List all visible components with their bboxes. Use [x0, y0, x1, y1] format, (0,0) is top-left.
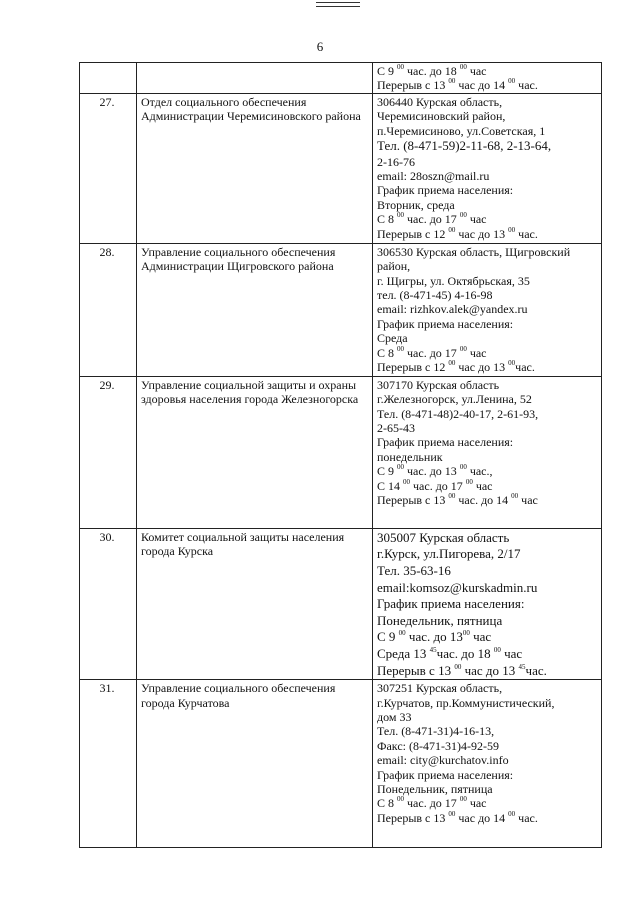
- row-number: 27.: [80, 93, 137, 243]
- info-line: [377, 124, 598, 138]
- info-text: Перерыв с 12: [377, 226, 449, 241]
- info-text: С 8: [377, 796, 398, 811]
- info-text: Среда 13: [377, 645, 430, 661]
- info-line: [377, 346, 598, 360]
- organization-name: [137, 63, 373, 94]
- info-text: час: [500, 645, 523, 661]
- info-text: С 8: [377, 212, 398, 227]
- info-text: час. до 17: [404, 212, 460, 227]
- info-line: [377, 392, 598, 406]
- row-number: 28.: [80, 243, 137, 376]
- info-line: [377, 183, 598, 197]
- time-superscript: 00: [448, 359, 456, 368]
- info-text: Понедельник, пятница: [377, 612, 503, 628]
- info-text: Перерыв с 13: [377, 78, 449, 93]
- info-text: email: 28oszn@mail.ru: [377, 169, 490, 184]
- info-line: [377, 450, 598, 464]
- info-text: С 8: [377, 345, 398, 360]
- info-text: тел. (8-471-45) 4-16-98: [377, 288, 493, 303]
- info-text: Факс: (8-471-31)4-92-59: [377, 738, 499, 753]
- info-text: Понедельник, пятница: [377, 782, 493, 796]
- info-text: Вторник, среда: [377, 197, 455, 212]
- info-text: час: [469, 629, 492, 645]
- info-text: Тел. 35-63-16: [377, 563, 451, 578]
- info-text: Перерыв с 13: [377, 810, 449, 825]
- info-line: [377, 811, 598, 825]
- time-superscript: 00: [459, 344, 467, 353]
- info-line: [377, 169, 598, 183]
- info-text: г.Железногорск, ул.Ленина, 52: [377, 392, 532, 407]
- info-line: [377, 563, 598, 580]
- info-text: час. до 18: [436, 645, 494, 661]
- institutions-table: [79, 62, 602, 848]
- row-number: 30.: [80, 528, 137, 679]
- info-line: [377, 302, 598, 316]
- info-line: [377, 464, 598, 478]
- info-line: [377, 274, 598, 288]
- table-body: [80, 63, 602, 848]
- table-row: [80, 243, 602, 376]
- info-text: район,: [377, 259, 411, 274]
- info-text: час: [466, 796, 487, 811]
- contact-info: [373, 243, 602, 376]
- time-superscript: 00: [459, 463, 467, 472]
- info-line: [377, 109, 598, 123]
- organization-name: Отдел социального обеспечения Администрации Черемисиновского района: [137, 93, 373, 243]
- info-text: Черемисиновский район,: [377, 109, 506, 124]
- info-text: понедельник: [377, 449, 443, 464]
- time-superscript: 00: [398, 629, 406, 638]
- info-line: [377, 378, 598, 392]
- header-mark: [316, 2, 360, 7]
- info-text: час.,: [466, 464, 493, 479]
- info-line: [377, 613, 598, 630]
- time-superscript: 00: [403, 477, 411, 486]
- time-superscript: 00: [459, 211, 467, 220]
- table-row: [80, 376, 602, 528]
- info-text: График приема населения:: [377, 767, 514, 782]
- info-line: [377, 724, 598, 738]
- contact-info: [373, 63, 602, 94]
- info-text: час до 13: [455, 360, 509, 375]
- contact-info: [373, 680, 602, 848]
- organization-name: Управление социального обеспечения города Курчатова: [137, 680, 373, 848]
- time-superscript: 00: [397, 463, 405, 472]
- info-text: час.: [515, 226, 538, 241]
- row-number: 31.: [80, 680, 137, 848]
- row-number: [80, 63, 137, 94]
- info-line: [377, 78, 598, 92]
- info-text: С 14: [377, 478, 404, 493]
- info-text: г. Щигры, ул. Октябрьская, 35: [377, 273, 530, 288]
- time-superscript: 00: [508, 225, 516, 234]
- info-line: [377, 796, 598, 810]
- info-text: email:komsoz@kurskadmin.ru: [377, 579, 538, 595]
- info-text: час до 14: [455, 78, 509, 93]
- info-text: час.: [515, 360, 535, 375]
- info-text: 306530 Курская область, Щигровский: [377, 244, 571, 259]
- info-text: час. до 18: [404, 64, 460, 78]
- info-text: час: [472, 478, 493, 493]
- info-text: г.Курск, ул.Пигорева, 2/17: [377, 546, 521, 562]
- info-line: [377, 421, 598, 435]
- info-text: email: city@kurchatov.info: [377, 753, 509, 768]
- info-text: час.: [525, 662, 547, 678]
- info-line: [377, 782, 598, 796]
- time-superscript: 00: [508, 809, 516, 818]
- organization-name: Управление социального обеспечения Администрации Щигровского района: [137, 243, 373, 376]
- info-line: [377, 212, 598, 226]
- info-line: [377, 331, 598, 345]
- info-line: [377, 479, 598, 493]
- info-text: час. до 17: [410, 478, 466, 493]
- info-text: час. до 17: [404, 796, 460, 811]
- info-text: час. до 17: [404, 345, 460, 360]
- info-line: [377, 768, 598, 782]
- info-text: час до 13: [455, 226, 509, 241]
- info-text: 306440 Курская область,: [377, 94, 503, 109]
- time-superscript: 00: [508, 359, 516, 368]
- info-line: [377, 646, 598, 663]
- organization-name: Управление социальной защиты и охраны здоровья населения города Железногорска: [137, 376, 373, 528]
- row-number: 29.: [80, 376, 137, 528]
- info-text: С 9: [377, 464, 398, 479]
- info-text: 2-65-43: [377, 421, 415, 436]
- table-row: [80, 93, 602, 243]
- info-line: [377, 629, 598, 646]
- info-text: С 9: [377, 629, 399, 645]
- info-line: [377, 317, 598, 331]
- info-text: С 9: [377, 64, 398, 78]
- info-text: час до 14: [455, 810, 509, 825]
- info-text: 2-16-76: [377, 154, 415, 169]
- info-line: [377, 155, 598, 169]
- info-line: [377, 596, 598, 613]
- time-superscript: 00: [508, 77, 516, 86]
- info-line: [377, 530, 598, 547]
- info-text: 305007 Курская область: [377, 529, 510, 545]
- info-line: [377, 546, 598, 563]
- time-superscript: 00: [454, 662, 462, 671]
- info-text: График приема населения:: [377, 435, 514, 450]
- info-text: час. до 13: [404, 464, 460, 479]
- info-text: час: [518, 493, 538, 508]
- time-superscript: 00: [459, 63, 467, 71]
- table-row: [80, 528, 602, 679]
- info-line: [377, 95, 598, 109]
- time-superscript: 00: [397, 63, 405, 71]
- contact-info: [373, 93, 602, 243]
- info-line: [377, 245, 598, 259]
- info-text: 307251 Курская область,: [377, 681, 503, 696]
- time-superscript: 00: [397, 211, 405, 220]
- info-line: [377, 138, 598, 155]
- info-text: дом 33: [377, 709, 412, 724]
- info-text: Тел. (8-471-59)2-11-68, 2-13-64,: [377, 138, 552, 154]
- info-text: п.Черемисиново, ул.Советская, 1: [377, 123, 546, 138]
- info-line: [377, 288, 598, 302]
- info-text: Перерыв с 13: [377, 662, 455, 678]
- info-line: [377, 681, 598, 695]
- info-text: час.: [515, 810, 538, 825]
- info-text: час: [466, 64, 487, 78]
- info-line: [377, 696, 598, 710]
- organization-name: Комитет социальной защиты населения города Курска: [137, 528, 373, 679]
- info-line: [377, 739, 598, 753]
- info-text: 307170 Курская область: [377, 377, 500, 392]
- time-superscript: 00: [397, 344, 405, 353]
- page-number: 6: [316, 39, 324, 54]
- time-superscript: 00: [448, 809, 456, 818]
- info-text: email: rizhkov.alek@yandex.ru: [377, 302, 528, 317]
- info-line: [377, 259, 598, 273]
- time-superscript: 00: [459, 795, 467, 804]
- time-superscript: 00: [462, 629, 470, 638]
- time-superscript: 45: [429, 645, 437, 654]
- info-text: Тел. (8-471-31)4-16-13,: [377, 724, 495, 739]
- table-row: [80, 680, 602, 848]
- time-superscript: 45: [518, 662, 526, 671]
- table-row: [80, 63, 602, 94]
- time-superscript: 00: [493, 645, 501, 654]
- info-line: [377, 407, 598, 421]
- time-superscript: 00: [448, 77, 456, 86]
- info-line: [377, 360, 598, 374]
- time-superscript: 00: [397, 795, 405, 804]
- contact-info: [373, 376, 602, 528]
- info-line: [377, 64, 598, 78]
- info-text: час: [466, 212, 487, 227]
- contact-info: [373, 528, 602, 679]
- time-superscript: 00: [511, 492, 519, 501]
- info-line: [377, 435, 598, 449]
- info-line: [377, 227, 598, 241]
- info-text: Перерыв с 13: [377, 493, 449, 508]
- time-superscript: 00: [448, 225, 456, 234]
- info-text: час: [466, 345, 487, 360]
- info-text: График приема населения:: [377, 183, 514, 198]
- info-line: [377, 580, 598, 597]
- info-line: [377, 710, 598, 724]
- info-line: [377, 198, 598, 212]
- info-text: час.: [515, 78, 538, 93]
- info-line: [377, 493, 598, 507]
- info-text: час до 13: [461, 662, 519, 678]
- info-text: г.Курчатов, пр.Коммунистический,: [377, 695, 555, 710]
- info-line: [377, 753, 598, 767]
- info-text: час. до 14: [455, 493, 512, 508]
- info-text: График приема населения:: [377, 316, 514, 331]
- info-text: Тел. (8-471-48)2-40-17, 2-61-93,: [377, 406, 539, 421]
- time-superscript: 00: [465, 477, 473, 486]
- info-text: График приема населения:: [377, 596, 525, 612]
- info-text: Перерыв с 12: [377, 360, 449, 375]
- info-text: час. до 13: [405, 629, 463, 645]
- info-text: Среда: [377, 331, 408, 346]
- info-line: [377, 663, 598, 680]
- time-superscript: 00: [448, 492, 456, 501]
